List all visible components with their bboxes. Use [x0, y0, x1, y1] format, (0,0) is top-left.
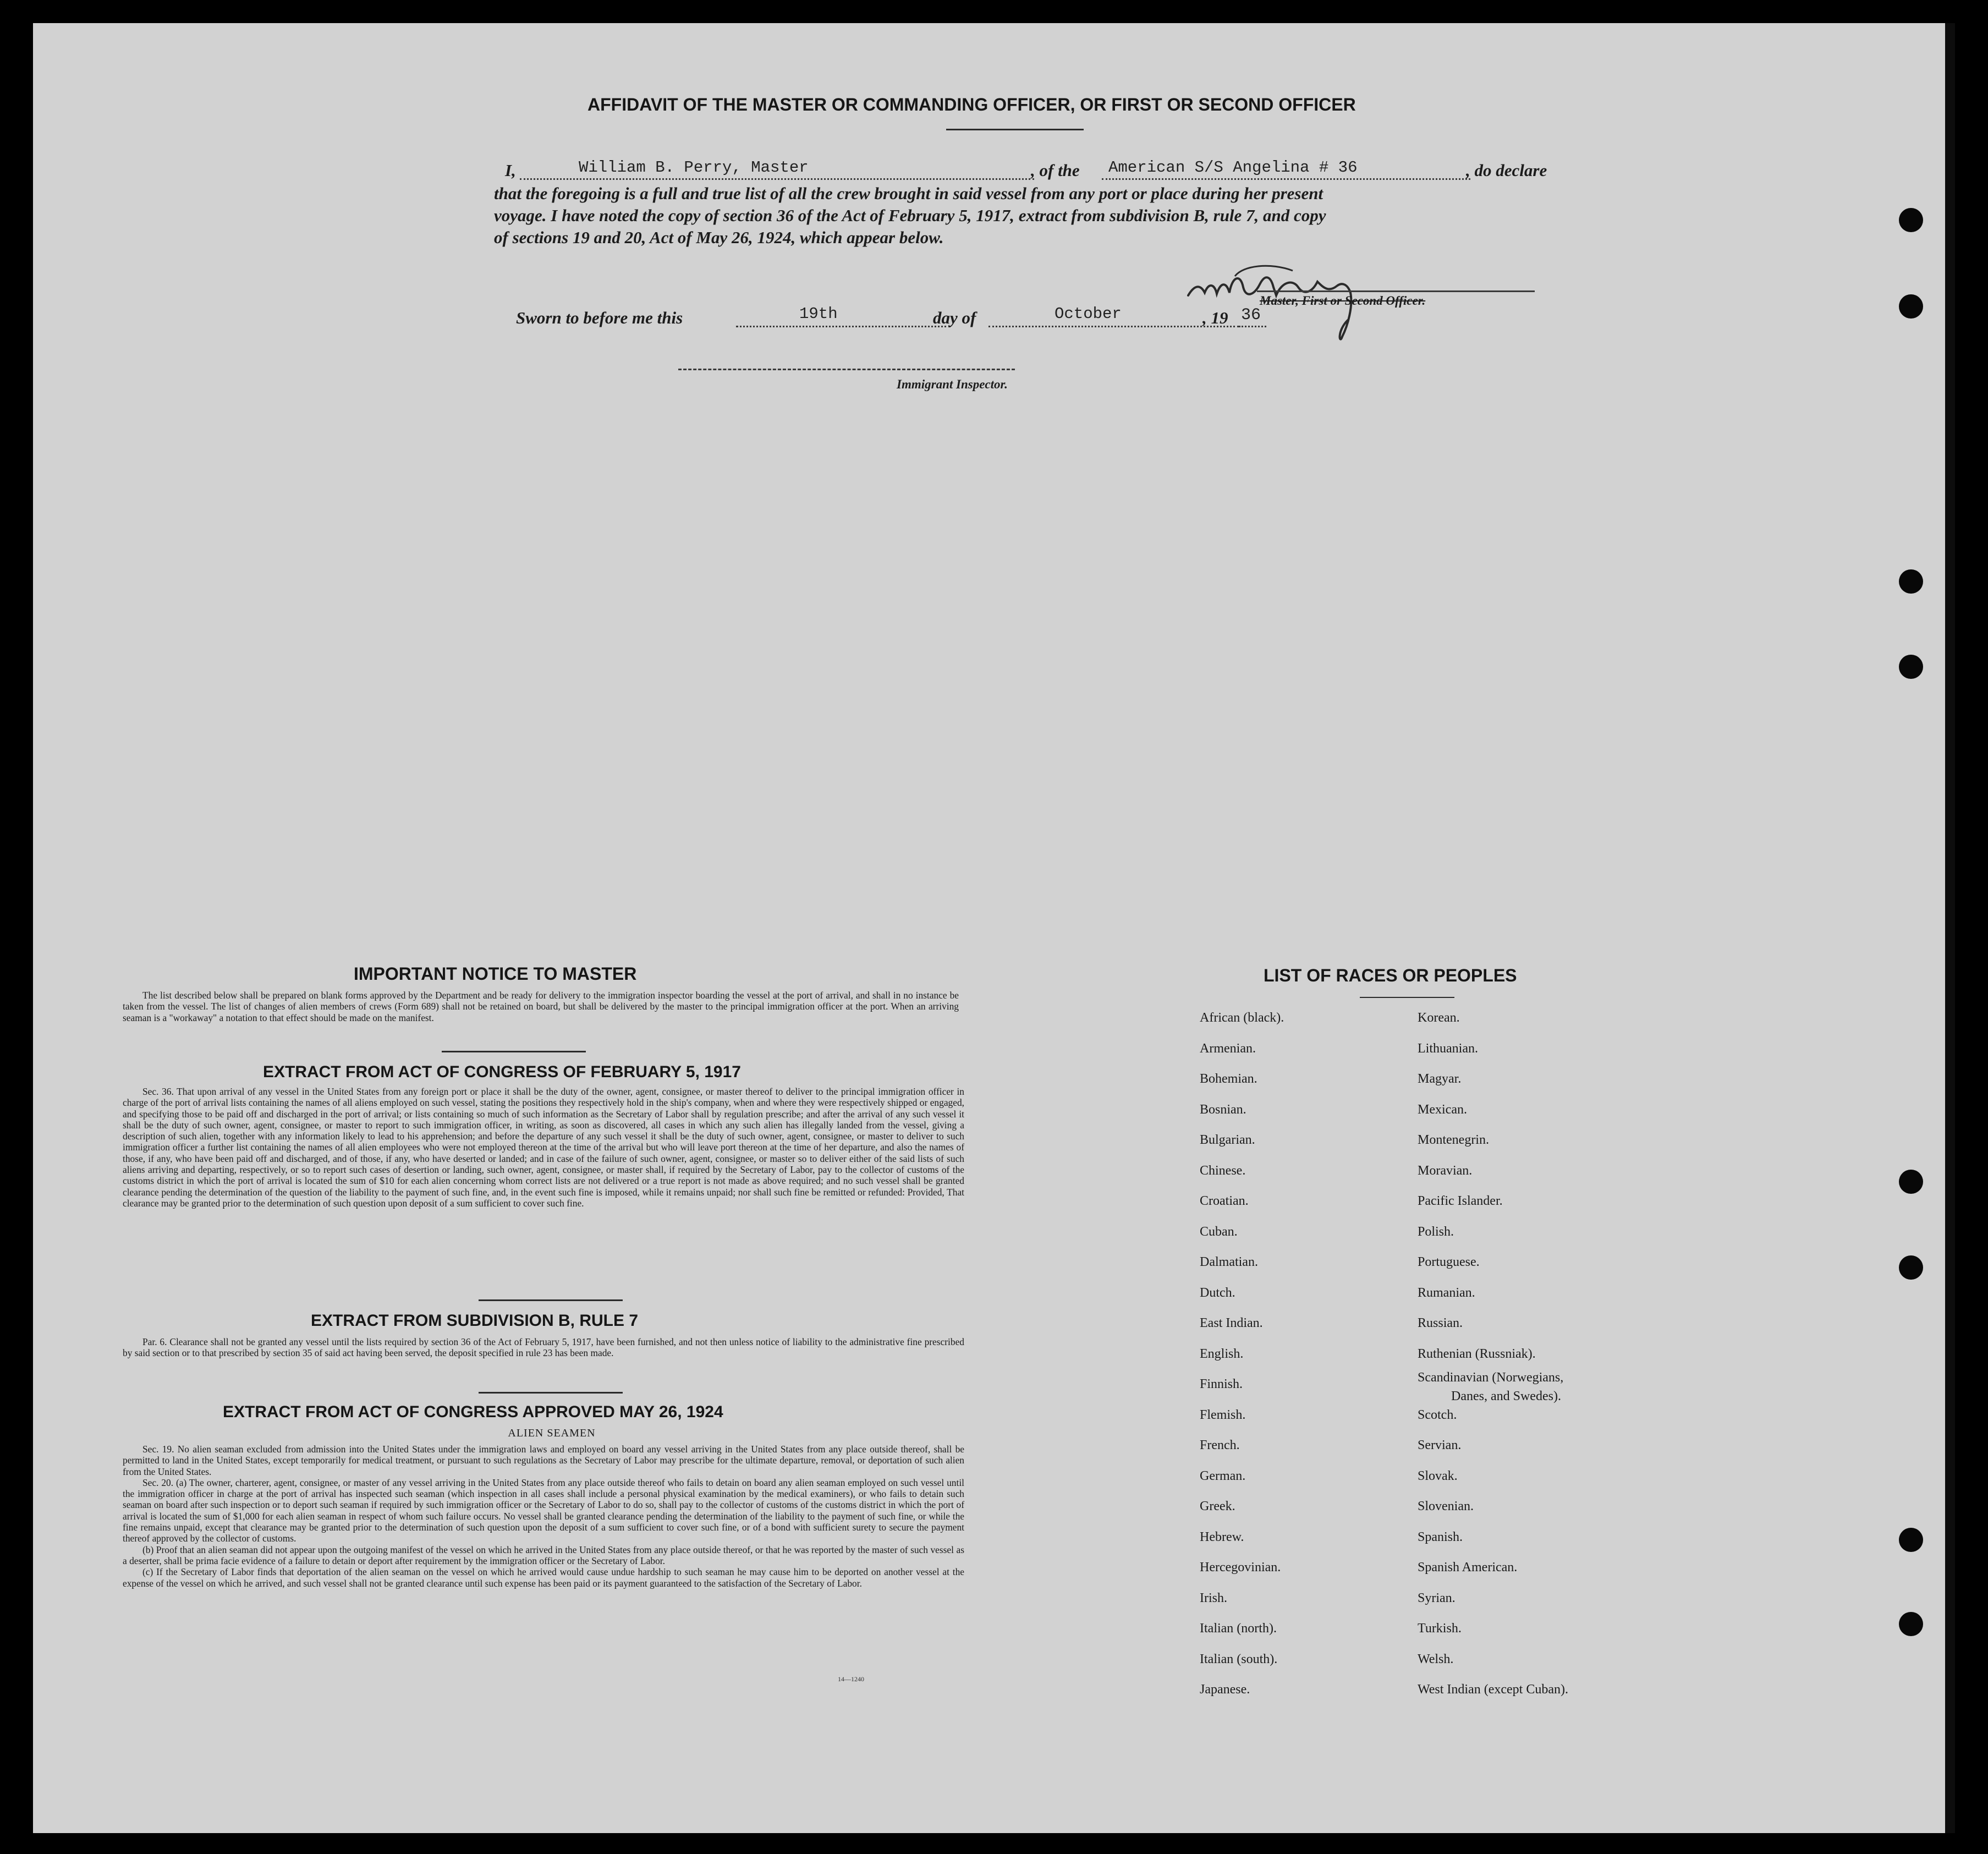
subdivision-b-divider [479, 1392, 623, 1394]
race-item: Hebrew. [1200, 1529, 1244, 1544]
binder-hole [1899, 569, 1923, 594]
race-item: Servian. [1418, 1438, 1462, 1452]
affidavit-line-4: of sections 19 and 20, Act of May 26, 1924, which appear below. [494, 228, 944, 247]
sec-20c-text: (c) If the Secretary of Labor finds that deportation of the alien seaman on the vessel on which he arrived would cause undue hardship to such seaman he may cause him to be deported on another vessel at the expense of the vessel on which he arrived, and such vessel shall not be granted clearance until such expense has been paid or its payment guaranteed to the satisfaction of the Secretary of Labor. [123, 1566, 964, 1589]
race-item: Welsh. [1418, 1652, 1454, 1666]
master-name-line [520, 178, 1034, 180]
race-item: East Indian. [1200, 1316, 1263, 1330]
race-item: Pacific Islander. [1418, 1194, 1503, 1208]
race-item: Syrian. [1418, 1590, 1456, 1605]
race-item: German. [1200, 1468, 1246, 1483]
master-name: William B. Perry, Master [579, 158, 809, 177]
affidavit-line-2: that the foregoing is a full and true list of all the crew brought in said vessel from any port or place during her present [494, 184, 1323, 203]
affidavit-line-3: voyage. I have noted the copy of section 36 of the Act of February 5, 1917, extract from subdivision B, rule 7, and copy [494, 206, 1326, 225]
sworn-day: 19th [799, 305, 838, 323]
race-item: Hercegovinian. [1200, 1560, 1281, 1575]
race-item: Korean. [1418, 1011, 1460, 1025]
race-item: Ruthenian (Russniak). [1418, 1346, 1536, 1361]
race-item: Spanish. [1418, 1529, 1463, 1544]
race-item: Chinese. [1200, 1163, 1246, 1178]
race-item: West Indian (except Cuban). [1418, 1682, 1568, 1697]
race-item: Scandinavian (Norwegians, [1418, 1370, 1564, 1385]
binder-hole [1899, 1612, 1923, 1636]
form-number: 14—1240 [838, 1675, 864, 1683]
extract-1924-title: EXTRACT FROM ACT OF CONGRESS APPROVED MAY 26, 1924 [223, 1403, 723, 1421]
year-suffix: 36 [1241, 306, 1261, 325]
binder-hole [1899, 294, 1923, 319]
races-divider [1360, 997, 1454, 998]
race-item: Slovak. [1418, 1468, 1458, 1483]
binder-hole [1899, 655, 1923, 679]
race-item: French. [1200, 1438, 1240, 1452]
binder-hole [1899, 1255, 1923, 1280]
race-item: Bohemian. [1200, 1072, 1257, 1086]
race-item: Cuban. [1200, 1224, 1238, 1239]
race-item: Portuguese. [1418, 1255, 1480, 1269]
race-item: Turkish. [1418, 1621, 1462, 1636]
race-item: Rumanian. [1418, 1285, 1475, 1300]
affidavit-i-label: I, [505, 161, 516, 180]
race-item: Moravian. [1418, 1163, 1473, 1178]
race-item: Flemish. [1200, 1407, 1246, 1422]
race-item: Croatian. [1200, 1194, 1249, 1208]
sec-20b-text: (b) Proof that an alien seaman did not appear upon the outgoing manifest of the vessel on which he arrived in the United States from any place outside thereof, or that he was reported by the master of such vessel as a deserter, shall be prima facie evidence of a failure to detain or deport after requirement by the immigration officer or the Secretary of Labor. [123, 1544, 964, 1566]
race-item: Finnish. [1200, 1377, 1243, 1391]
do-declare-label: , do declare [1466, 161, 1547, 180]
binder-hole [1899, 1528, 1923, 1552]
vessel-line [1102, 178, 1470, 180]
race-item: Japanese. [1200, 1682, 1250, 1697]
sworn-month: October [1055, 305, 1122, 323]
binder-hole [1899, 208, 1923, 232]
race-item: Dutch. [1200, 1285, 1235, 1300]
race-item: Italian (south). [1200, 1652, 1278, 1666]
race-item: Dalmatian. [1200, 1255, 1258, 1269]
race-item: Magyar. [1418, 1072, 1462, 1086]
of-the-label: , of the [1031, 161, 1080, 180]
extract-1917-divider [479, 1299, 623, 1301]
race-item: Polish. [1418, 1224, 1454, 1239]
year-prefix: , 19 [1202, 308, 1228, 327]
race-item: Armenian. [1200, 1041, 1256, 1056]
notice-title: IMPORTANT NOTICE TO MASTER [354, 964, 637, 984]
vessel-name: American S/S Angelina # 36 [1108, 158, 1358, 177]
inspector-caption: Immigrant Inspector. [897, 377, 1008, 391]
binder-hole [1899, 1170, 1923, 1194]
race-item: Greek. [1200, 1499, 1235, 1513]
race-item: Slovenian. [1418, 1499, 1474, 1513]
race-item: Mexican. [1418, 1102, 1467, 1117]
affidavit-title: AFFIDAVIT OF THE MASTER OR COMMANDING OFFICER, OR FIRST OR SECOND OFFICER [587, 95, 1356, 114]
sworn-label: Sworn to before me this [516, 308, 683, 327]
race-item: Irish. [1200, 1590, 1227, 1605]
race-item: African (black). [1200, 1011, 1284, 1025]
race-item: Montenegrin. [1418, 1133, 1489, 1147]
race-item: Bulgarian. [1200, 1133, 1255, 1147]
race-item: Russian. [1418, 1316, 1463, 1330]
race-item: Italian (north). [1200, 1621, 1277, 1636]
race-item: Danes, and Swedes). [1451, 1389, 1561, 1403]
alien-seamen-subtitle: ALIEN SEAMEN [508, 1427, 596, 1439]
sworn-day-line [736, 326, 951, 327]
title-divider [946, 129, 1084, 130]
day-of-label: day of [933, 308, 976, 327]
notice-divider [442, 1051, 586, 1052]
race-item: Spanish American. [1418, 1560, 1518, 1575]
document-page [33, 23, 1955, 1833]
race-item: Bosnian. [1200, 1102, 1246, 1117]
subdivision-b-title: EXTRACT FROM SUBDIVISION B, RULE 7 [311, 1312, 639, 1330]
subdivision-b-text: Par. 6. Clearance shall not be granted any vessel until the lists required by section 36 of the Act of February 5, 1917, have been furnished, and not then unless notice of liability to the administrative fine prescribed by said section or to that prescribed by section 35 of said act having been served, the deposit specified in rule 23 has been made. [123, 1336, 964, 1359]
officer-signature-line [1257, 290, 1535, 292]
race-item: Lithuanian. [1418, 1041, 1478, 1056]
extract-1917-text: Sec. 36. That upon arrival of any vessel in the United States from any foreign port or place it shall be the duty of the owner, agent, consignee, or master thereof to deliver to the principal immigration officer in charge of the port of arrival lists containing the names of all aliens employed on such vessel, stating the positions they respectively hold in the ship's company, when and where they were respectively shipped or engaged, and specifying those to be paid off and discharged in the port of arrival; or lists containing so much of such information as the Secretary of Labor shall by regulation prescribe; and after the arrival of any such vessel it shall be the duty of such owner, agent, consignee, or master to report to such immigration officer, in writing, as soon as discovered, all cases in which any such alien has illegally landed from the vessel, giving a description of such alien, together with any information likely to lead to his apprehension; and before the departure of any such vessel it shall be the duty of such owner, agent, consignee, or master to deliver to such immigration officer a further list containing the names of all alien employees who were not employed thereon at the time of the arrival but who will leave port thereon at the time of her departure, and also the names of those, if any, who have been paid off and discharged, and of those, if any, who have deserted or landed; and in case of the failure of such owner, agent, consignee, or master so to deliver either of the said lists of such aliens arriving and departing, respectively, or so to report such cases of desertion or landing, such owner, agent, consignee, or master shall, if required by the Secretary of Labor, pay to the collector of customs of the customs district in which the port of arrival is located the sum of $10 for each alien concerning whom correct lists are not delivered or a true report is not made as above required; and no such vessel shall be granted clearance pending the determination of the question of the liability to the payment of such fine, and, in the event such fine is imposed, while it remains unpaid; nor shall such fine be remitted or refunded: Provided, That clearance may be granted prior to the determination of such question upon deposit of a sum sufficient to cover such fine. [123, 1086, 964, 1209]
page-edge [1945, 23, 1955, 1833]
extract-1917-title: EXTRACT FROM ACT OF CONGRESS OF FEBRUARY 5, 1917 [263, 1063, 741, 1081]
race-item: Scotch. [1418, 1407, 1457, 1422]
sec-20a-text: Sec. 20. (a) The owner, charterer, agent, consignee, or master of any vessel arriving in the United States from any place outside thereof who fails to detain on board any alien seaman employed on such vessel until the immigration officer in charge at the port of arrival has inspected such seaman (which inspection in all cases shall include a personal physical examination by the medical examiners), or who fails to detain such seaman on board after such inspection or to deport such seaman if required by such immigration officer or the Secretary of Labor to do so, shall pay to the collector of customs of the customs district in which the port of arrival is located the sum of $1,000 for each alien seaman in respect of whom such failure occurs. No vessel shall be granted clearance pending the determination of the liability to the payment of such fine, or while the fine remains unpaid, except that clearance may be granted prior to the determination of such question upon the deposit of a sum sufficient to cover such fine, or of a bond with sufficient surety to secure the payment thereof approved by the collector of customs. [123, 1477, 964, 1544]
sec-19-text: Sec. 19. No alien seaman excluded from admission into the United States under the immigration laws and employed on board any vessel arriving in the United States from any place outside thereof, shall be permitted to land in the United States, except temporarily for medical treatment, or pursuant to such regulations as the Secretary of Labor may prescribe for the ultimate departure, removal, or deportation of such alien from the United States. [123, 1444, 964, 1477]
inspector-signature-line [678, 369, 1015, 370]
notice-text: The list described below shall be prepared on blank forms approved by the Department and be ready for delivery to the immigration inspector boarding the vessel at the port of arrival, and shall in no instance be taken from the vessel. The list of changes of alien members of crews (Form 689) shall not be retained on board, but shall be delivered by the master to the principal immigration officer at the port. When an arriving seaman is a "workaway" a notation to that effect should be made on the manifest. [123, 990, 959, 1023]
race-item: English. [1200, 1346, 1244, 1361]
races-title: LIST OF RACES OR PEOPLES [1264, 966, 1517, 985]
officer-caption: Master, First or Second Officer. [1260, 294, 1426, 308]
